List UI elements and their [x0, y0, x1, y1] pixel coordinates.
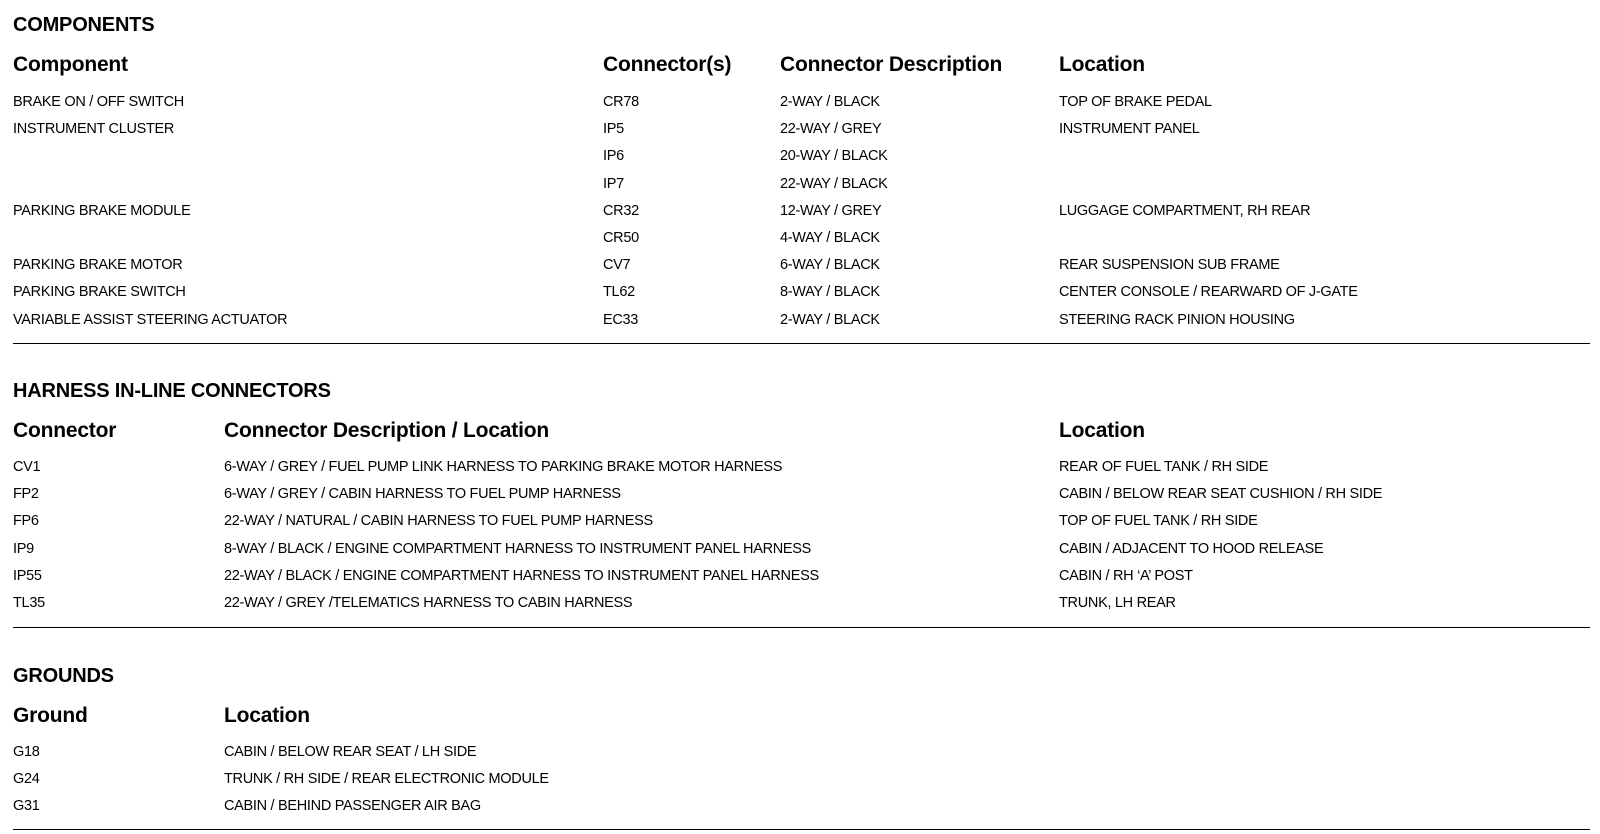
connector-id: FP2 [13, 486, 39, 503]
connector-description: 8-WAY / BLACK / ENGINE COMPARTMENT HARNESS TO INSTRUMENT PANEL HARNESS [224, 540, 812, 557]
table-row [0, 771, 1600, 798]
connector-description: 6-WAY / GREY / CABIN HARNESS TO FUEL PUMP HARNESS [224, 486, 621, 503]
component-name: PARKING BRAKE MODULE [13, 202, 191, 219]
table-row [0, 257, 1600, 284]
table-row [0, 148, 1600, 175]
grounds-divider [13, 829, 1590, 830]
table-row [0, 513, 1600, 540]
component-location: INSTRUMENT PANEL [1059, 121, 1200, 138]
table-row [0, 798, 1600, 825]
component-location: STEERING RACK PINION HOUSING [1059, 311, 1295, 328]
ground-location: CABIN / BELOW REAR SEAT / LH SIDE [224, 744, 477, 760]
connector-location: CABIN / BELOW REAR SEAT CUSHION / RH SIDE [1059, 486, 1383, 503]
components-title: COMPONENTS [13, 14, 155, 36]
table-row [0, 312, 1600, 339]
connector-description: 2-WAY / BLACK [780, 94, 880, 110]
table-row [0, 94, 1600, 121]
connector-description: 12-WAY / GREY [780, 202, 882, 219]
component-location: REAR SUSPENSION SUB FRAME [1059, 257, 1280, 274]
table-row [0, 744, 1600, 771]
harness-header-description: Connector Description / Location [224, 419, 549, 442]
connector-id: EC33 [603, 311, 639, 328]
components-header-location: Location [1059, 53, 1145, 76]
component-name: BRAKE ON / OFF SWITCH [13, 94, 184, 110]
components-header-description: Connector Description [780, 53, 1003, 76]
harness-divider [13, 627, 1590, 628]
connector-description: 22-WAY / BLACK / ENGINE COMPARTMENT HARNESS TO INSTRUMENT PANEL HARNESS [224, 567, 819, 584]
connector-id: CV7 [603, 257, 631, 274]
connector-id: TL62 [603, 284, 635, 301]
ground-id: G18 [13, 744, 40, 760]
connector-description: 22-WAY / GREY /TELEMATICS HARNESS TO CABIN HARNESS [224, 595, 633, 611]
grounds-title: GROUNDS [13, 665, 114, 687]
harness-header-connector: Connector [13, 419, 117, 442]
table-row [0, 121, 1600, 148]
table-row [0, 486, 1600, 513]
connector-description: 4-WAY / BLACK [780, 230, 880, 246]
connector-description: 6-WAY / GREY / FUEL PUMP LINK HARNESS TO PARKING BRAKE MOTOR HARNESS [224, 459, 783, 475]
table-row [0, 176, 1600, 203]
table-row [0, 230, 1600, 257]
component-name: INSTRUMENT CLUSTER [13, 121, 175, 138]
table-row [0, 568, 1600, 595]
connector-description: 22-WAY / GREY [780, 121, 882, 138]
table-row [0, 459, 1600, 486]
ground-id: G24 [13, 771, 40, 788]
table-row [0, 541, 1600, 568]
components-header-component: Component [13, 53, 128, 76]
component-name: PARKING BRAKE SWITCH [13, 284, 186, 301]
connector-id: IP6 [603, 148, 624, 165]
connector-id: CR50 [603, 230, 639, 246]
connector-description: 2-WAY / BLACK [780, 311, 880, 328]
connector-location: TOP OF FUEL TANK / RH SIDE [1059, 513, 1258, 530]
table-row [0, 595, 1600, 622]
grounds-header-location: Location [224, 704, 310, 727]
connector-location: REAR OF FUEL TANK / RH SIDE [1059, 459, 1269, 475]
connector-description: 20-WAY / BLACK [780, 148, 888, 165]
connector-id: IP5 [603, 121, 624, 138]
components-divider [13, 343, 1590, 344]
harness-title: HARNESS IN-LINE CONNECTORS [13, 380, 331, 402]
harness-header-location: Location [1059, 419, 1145, 442]
connector-location: CABIN / ADJACENT TO HOOD RELEASE [1059, 540, 1324, 557]
component-location: TOP OF BRAKE PEDAL [1059, 94, 1212, 110]
component-name: VARIABLE ASSIST STEERING ACTUATOR [13, 311, 288, 328]
ground-location: CABIN / BEHIND PASSENGER AIR BAG [224, 798, 481, 815]
grounds-header-ground: Ground [13, 704, 88, 727]
table-row [0, 284, 1600, 311]
component-location: LUGGAGE COMPARTMENT, RH REAR [1059, 202, 1311, 219]
table-row [0, 203, 1600, 230]
connector-id: IP7 [603, 175, 624, 192]
connector-description: 6-WAY / BLACK [780, 257, 880, 274]
component-location: CENTER CONSOLE / REARWARD OF J-GATE [1059, 284, 1358, 301]
component-name: PARKING BRAKE MOTOR [13, 257, 183, 274]
connector-description: 22-WAY / NATURAL / CABIN HARNESS TO FUEL PUMP HARNESS [224, 513, 653, 530]
connector-id: FP6 [13, 513, 39, 530]
connector-id: IP9 [13, 540, 34, 557]
connector-id: TL35 [13, 595, 45, 611]
ground-location: TRUNK / RH SIDE / REAR ELECTRONIC MODULE [224, 771, 549, 788]
ground-id: G31 [13, 798, 40, 815]
connector-location: TRUNK, LH REAR [1059, 595, 1176, 611]
connector-location: CABIN / RH ‘A’ POST [1059, 567, 1193, 584]
components-header-connectors: Connector(s) [603, 53, 732, 76]
connector-id: CV1 [13, 459, 41, 475]
connector-description: 8-WAY / BLACK [780, 284, 880, 301]
connector-id: CR78 [603, 94, 639, 110]
connector-id: CR32 [603, 202, 639, 219]
connector-id: IP55 [13, 567, 42, 584]
connector-description: 22-WAY / BLACK [780, 175, 888, 192]
